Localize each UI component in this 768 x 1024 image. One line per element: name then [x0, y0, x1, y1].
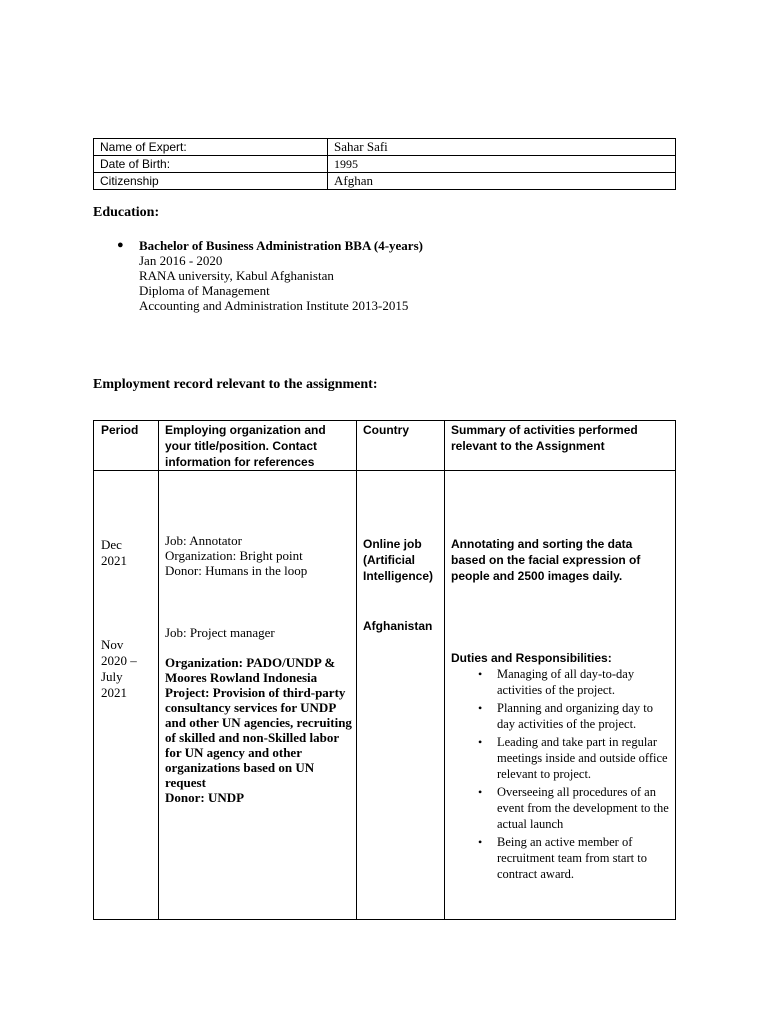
header-summary: Summary of activities performed relevant to the Assignment: [451, 423, 638, 453]
row2-period: Nov 2020 – July 2021: [101, 637, 137, 700]
education-line: Jan 2016 - 2020: [139, 253, 223, 268]
row2-organization: [165, 655, 353, 805]
duty-item: • Being an active member of recruitment team from start to contract award.: [451, 834, 671, 882]
dob-row: [94, 156, 676, 173]
duty-item: • Managing of all day-to-day activities of the project.: [451, 666, 671, 698]
education-line: RANA university, Kabul Afghanistan: [139, 268, 334, 283]
row2-summary: [451, 650, 671, 884]
column-divider: [158, 421, 159, 919]
row2-country: Afghanistan: [363, 619, 433, 633]
education-line: Accounting and Administration Institute 2013-2015: [139, 298, 409, 313]
employment-heading: Employment record relevant to the assignment:: [93, 377, 378, 392]
citizenship-value: Afghan: [328, 173, 676, 190]
education-entry: [117, 238, 423, 313]
header-period: Period: [101, 423, 139, 437]
name-label: Name of Expert:: [94, 139, 328, 156]
name-row: [94, 139, 676, 156]
duties-list: [451, 666, 671, 882]
row1-period: Dec 2021: [101, 537, 127, 568]
education-line: Diploma of Management: [139, 283, 270, 298]
column-divider: [356, 421, 357, 919]
row1-country: Online job (Artificial Intelligence): [363, 537, 434, 583]
row1-donor: Donor: Humans in the loop: [165, 563, 308, 578]
row1-organization: [165, 533, 353, 578]
row1-job: Job: Annotator: [165, 533, 242, 548]
header-organization: Employing organization and your title/position. Contact information for references: [165, 423, 326, 469]
citizenship-label: Citizenship: [94, 173, 328, 190]
duty-item: • Planning and organizing day to day activities of the project.: [451, 700, 671, 732]
duty-item: • Leading and take part in regular meetings inside and outside office relevant to project.: [451, 734, 671, 782]
dob-label: Date of Birth:: [94, 156, 328, 173]
column-divider: [444, 421, 445, 919]
degree: Bachelor of Business Administration BBA (4-years): [139, 238, 423, 253]
citizenship-row: [94, 173, 676, 190]
header-divider: [94, 470, 675, 471]
name-value: Sahar Safi: [328, 139, 676, 156]
duties-heading: Duties and Responsibilities:: [451, 651, 612, 665]
bullet-icon: ●: [117, 239, 124, 251]
duty-item: • Overseeing all procedures of an event from the development to the actual launch: [451, 784, 671, 832]
dob-value: 1995: [328, 156, 676, 173]
row2-org-details: Organization: PADO/UNDP & Moores Rowland Indonesia Project: Provision of third-party consultancy services for UNDP and other UN agencies, recruiting of skilled and non-Skilled labor for UN agency and other organizations based on UN request: [165, 655, 352, 790]
row1-org: Organization: Bright point: [165, 548, 303, 563]
row2-donor: Donor: UNDP: [165, 790, 245, 805]
row2-job: Job: Project manager: [165, 625, 275, 640]
expert-info-table: [93, 138, 676, 190]
education-heading: Education:: [93, 205, 160, 220]
employment-table: [93, 420, 676, 920]
row1-summary: Annotating and sorting the data based on the facial expression of people and 2500 images daily.: [451, 537, 641, 583]
header-country: Country: [363, 423, 409, 437]
